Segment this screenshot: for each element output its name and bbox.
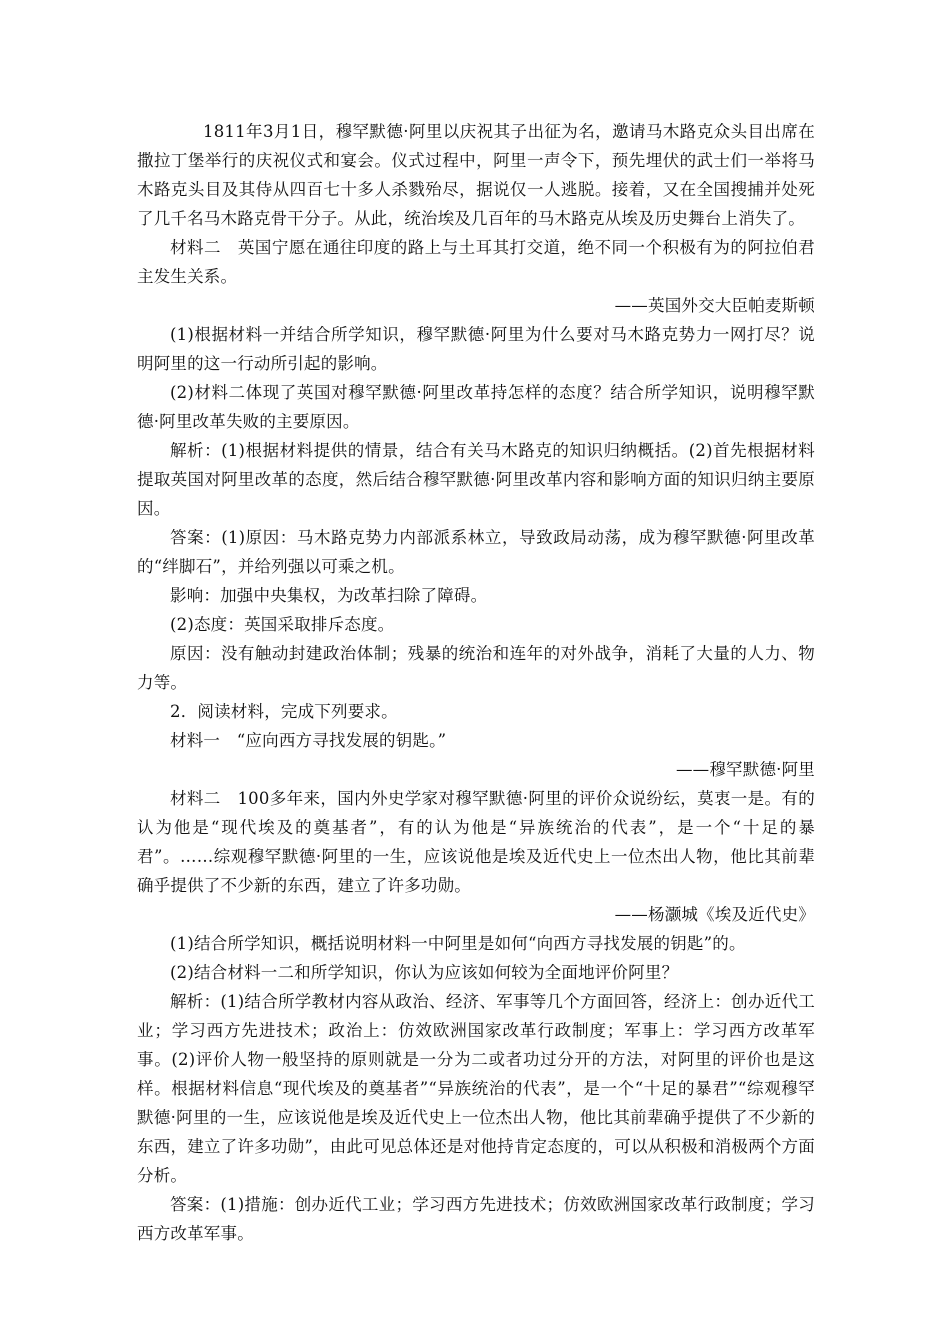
q2-material-one: 材料一 “应向西方寻找发展的钥匙。” xyxy=(170,731,447,750)
document-page xyxy=(137,117,815,1248)
question-1-2: (2)材料二体现了英国对穆罕默德·阿里改革持怎样的态度？结合所学知识，说明穆罕默德·阿里改革失败的主要原因。 xyxy=(137,383,815,431)
question-2-1: (1)结合所学知识，概括说明材料一中阿里是如何“向西方寻找发展的钥匙”的。 xyxy=(170,934,746,953)
question-2-2: (2)结合材料一二和所学知识，你认为应该如何较为全面地评价阿里？ xyxy=(170,963,679,982)
analysis-1: 解析：(1)根据材料提供的情景，结合有关马木路克的知识归纳概括。(2)首先根据材料提取英国对阿里改革的态度，然后结合穆罕默德·阿里改革内容和影响方面的知识归纳主要原因。 xyxy=(137,441,815,518)
material-one-text: 1811年3月1日，穆罕默德·阿里以庆祝其子出征为名，邀请马木路克众头目出席在撒拉丁堡举行的庆祝仪式和宴会。仪式过程中，阿里一声令下，预先埋伏的武士们一举将马木路克头目及其侍从四百七十多人杀戮殆尽，据说仅一人逃脱。接着，又在全国搜捕并处死了几千名马木路克骨干分子。从此，统治埃及几百年的马木路克从埃及历史舞台上消失了。 xyxy=(137,122,815,228)
answer-1-cause: 原因：没有触动封建政治体制；残暴的统治和连年的对外战争，消耗了大量的人力、物力等。 xyxy=(137,644,815,692)
analysis-2: 解析：(1)结合所学教材内容从政治、经济、军事等几个方面回答，经济上：创办近代工业；学习西方先进技术；政治上：仿效欧洲国家改革行政制度；军事上：学习西方改革军事。(2)评价人物一般坚持的原则就是一分为二或者功过分开的方法，对阿里的评价也是这样。根据材料信息“现代埃及的奠基者”“异族统治的代表”，是一个“十足的暴君”“综观穆罕默德·阿里的一生，应该说他是埃及近代史上一位杰出人物，他比其前辈确乎提供了不少新的东西，建立了许多功勋”，由此可见总体还是对他持肯定态度的，可以从积极和消极两个方面分析。 xyxy=(137,992,815,1185)
answer-1-reason: 答案：(1)原因：马木路克势力内部派系林立，导致政局动荡，成为穆罕默德·阿里改革的“绊脚石”，并给列强以可乘之机。 xyxy=(137,528,815,576)
answer-1-impact: 影响：加强中央集权，为改革扫除了障碍。 xyxy=(170,586,488,605)
q2-material-one-source: ——穆罕默德·阿里 xyxy=(675,760,815,779)
answer-2: 答案：(1)措施：创办近代工业；学习西方先进技术；仿效欧洲国家改革行政制度；学习西方改革军事。 xyxy=(137,1195,815,1243)
material-two-text: 材料二 英国宁愿在通往印度的路上与土耳其打交道，绝不同一个积极有为的阿拉伯君主发生关系。 xyxy=(137,238,815,286)
question-1-1: (1)根据材料一并结合所学知识，穆罕默德·阿里为什么要对马木路克势力一网打尽？说明阿里的这一行动所引起的影响。 xyxy=(137,325,815,373)
q2-material-two-source: ——杨灏城《埃及近代史》 xyxy=(614,905,815,924)
material-two-source: ——英国外交大臣帕麦斯顿 xyxy=(614,296,815,315)
question-2-heading: 2．阅读材料，完成下列要求。 xyxy=(170,702,398,721)
q2-material-two: 材料二 100多年来，国内外史学家对穆罕默德·阿里的评价众说纷纭，莫衷一是。有的认为他是“现代埃及的奠基者”，有的认为他是“异族统治的代表”，是一个“十足的暴君”。……综观穆罕默德·阿里的一生，应该说他是埃及近代史上一位杰出人物，他比其前辈确乎提供了不少新的东西，建立了许多功勋。 xyxy=(137,789,815,895)
answer-1-attitude: (2)态度：英国采取排斥态度。 xyxy=(170,615,395,634)
